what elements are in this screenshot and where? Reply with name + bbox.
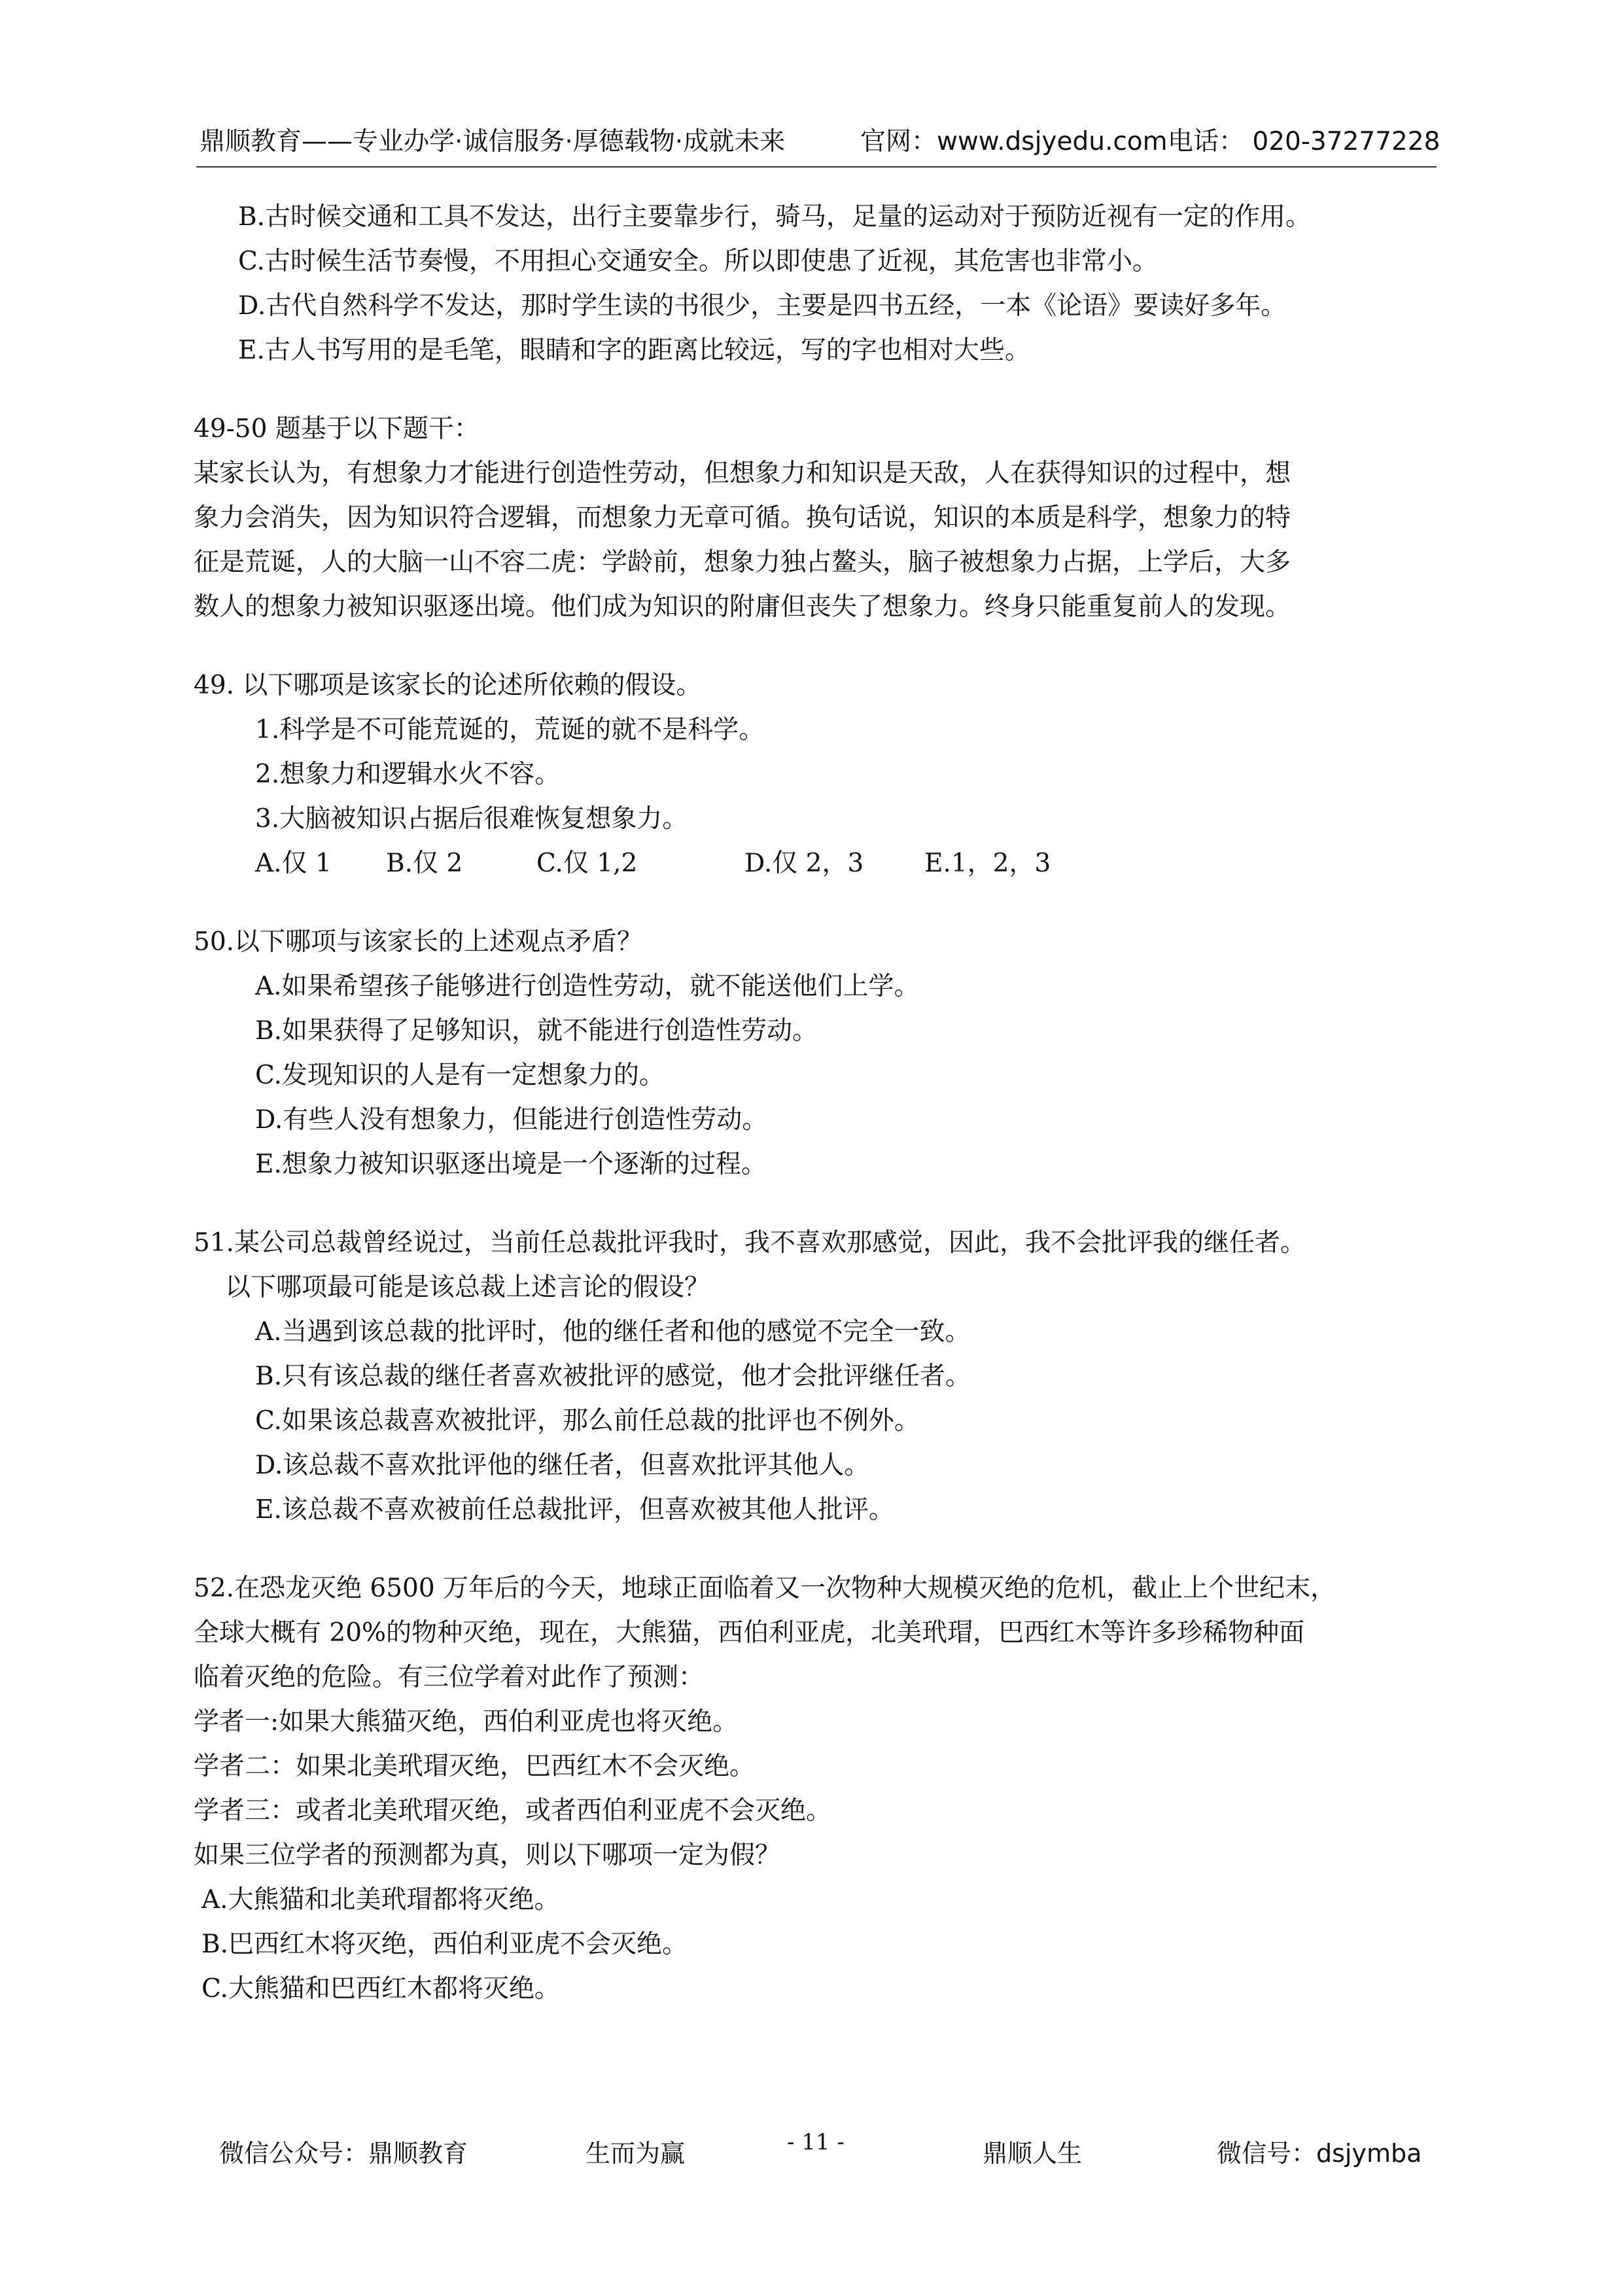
header-website: 官网：www.dsjyedu.com [860,127,1168,156]
footer-wechat-id: 微信号：dsjymba [1217,2139,1422,2168]
option-line: E.该总裁不喜欢被前任总裁批评，但喜欢被其他人批评。 [255,1495,894,1525]
option-line: D.古代自然科学不发达，那时学生读的书很少，主要是四书五经，一本《论语》要读好多年。 [238,291,1287,321]
question-text: 49. 以下哪项是该家长的论述所依赖的假设。 [194,671,702,700]
stem-line: 征是荒诞，人的大脑一山不容二虎：学龄前，想象力独占鳌头，脑子被想象力占据，上学后，大多 [194,548,1291,577]
question-text: 学者二：如果北美玳瑁灭绝，巴西红木不会灭绝。 [194,1752,756,1781]
stem-line: 某家长认为，有想象力才能进行创造性劳动，但想象力和知识是天敌，人在获得知识的过程中，想 [194,459,1291,488]
option-line: C.发现知识的人是有一定想象力的。 [255,1061,665,1090]
option-line: B.只有该总裁的继任者喜欢被批评的感觉，他才会批评继任者。 [255,1362,971,1391]
question-51 [194,1221,1440,1532]
question-text: 52.在恐龙灭绝 6500 万年后的今天，地球正面临着又一次物种大规模灭绝的危机，截止上个世纪末， [194,1574,1336,1603]
option-line: A.当遇到该总裁的批评时，他的继任者和他的感觉不完全一致。 [255,1317,971,1347]
question-text: 临着灭绝的危险。有三位学着对此作了预测： [194,1663,705,1692]
option-line: D.该总裁不喜欢批评他的继任者，但喜欢批评其他人。 [255,1451,870,1480]
option-line: B.如果获得了足够知识，就不能进行创造性劳动。 [255,1016,818,1046]
footer-brand: 鼎顺人生 [983,2139,1083,2168]
q49-options [194,841,1440,886]
option-line: C.如果该总裁喜欢被批评，那么前任总裁的批评也不例外。 [255,1406,920,1436]
option-line: B.古时候交通和工具不发达，出行主要靠步行，骑马，足量的运动对于预防近视有一定的作用。 [238,202,1312,232]
option-a: A.仅 1 [255,849,332,878]
question-49 [194,663,1440,886]
option-line: D.有些人没有想象力，但能进行创造性劳动。 [255,1105,768,1135]
stem-line: 象力会消失，因为知识符合逻辑，而想象力无章可循。换句话说，知识的本质是科学，想象力的特 [194,503,1291,533]
header-phone: 电话： 020-37277228 [1168,127,1440,156]
option-line: A.大熊猫和北美玳瑁都将灭绝。 [201,1885,560,1915]
question-50 [194,920,1440,1187]
option-d: D.仅 2，3 [744,849,864,878]
statement-line: 1.科学是不可能荒诞的，荒诞的就不是科学。 [255,715,765,745]
statement-line: 2.想象力和逻辑水火不容。 [255,760,561,789]
option-line: C.大熊猫和巴西红木都将灭绝。 [201,1974,560,2004]
question-text: 如果三位学者的预测都为真，则以下哪项一定为假？ [194,1841,781,1870]
option-line: B.巴西红木将灭绝，西伯利亚虎不会灭绝。 [201,1930,688,1959]
question-text: 51.某公司总裁曾经说过，当前任总裁批评我时，我不喜欢那感觉，因此，我不会批评我的继任者。 [194,1228,1306,1258]
page-number: - 11 - [787,2129,845,2155]
question-text: 学者三：或者北美玳瑁灭绝，或者西伯利亚虎不会灭绝。 [194,1796,832,1826]
question-text: 全球大概有 20%的物种灭绝，现在，大熊猫，西伯利亚虎，北美玳瑁，巴西红木等许多珍稀物种面 [194,1618,1305,1648]
page-header [200,121,1442,160]
footer-wechat-account: 微信公众号：鼎顺教育 [219,2139,468,2168]
footer-slogan: 生而为赢 [585,2139,686,2168]
option-line: E.古人书写用的是毛笔，眼睛和字的距离比较远，写的字也相对大些。 [238,336,1030,365]
statement-line: 3.大脑被知识占据后很难恢复想象力。 [255,804,688,834]
option-b: B.仅 2 [386,849,463,878]
question-prompt: 以下哪项最可能是该总裁上述言论的假设？ [225,1273,710,1302]
q48-options [194,195,1440,373]
stem-heading: 49-50 题基于以下题干： [194,414,480,444]
question-52 [194,1566,1440,2011]
stem-line: 数人的想象力被知识驱逐出境。他们成为知识的附庸但丧失了想象力。终身只能重复前人的发现。 [194,592,1291,622]
option-line: E.想象力被知识驱逐出境是一个逐渐的过程。 [255,1150,767,1179]
stem-49-50 [194,407,1440,629]
option-line: A.如果希望孩子能够进行创造性劳动，就不能送他们上学。 [255,972,920,1001]
page-content [194,195,1440,2011]
question-text: 学者一:如果大熊猫灭绝，西伯利亚虎也将灭绝。 [194,1707,739,1737]
option-line: C.古时候生活节奏慢，不用担心交通安全。所以即使患了近视，其危害也非常小。 [238,247,1158,276]
header-divider [196,166,1437,168]
page-footer [0,2129,1623,2172]
option-c: C.仅 1,2 [536,849,638,878]
option-e: E.1，2，3 [924,849,1051,878]
header-slogan: 鼎顺教育——专业办学·诚信服务·厚德载物·成就未来 [200,127,786,156]
question-text: 50.以下哪项与该家长的上述观点矛盾？ [194,927,643,957]
